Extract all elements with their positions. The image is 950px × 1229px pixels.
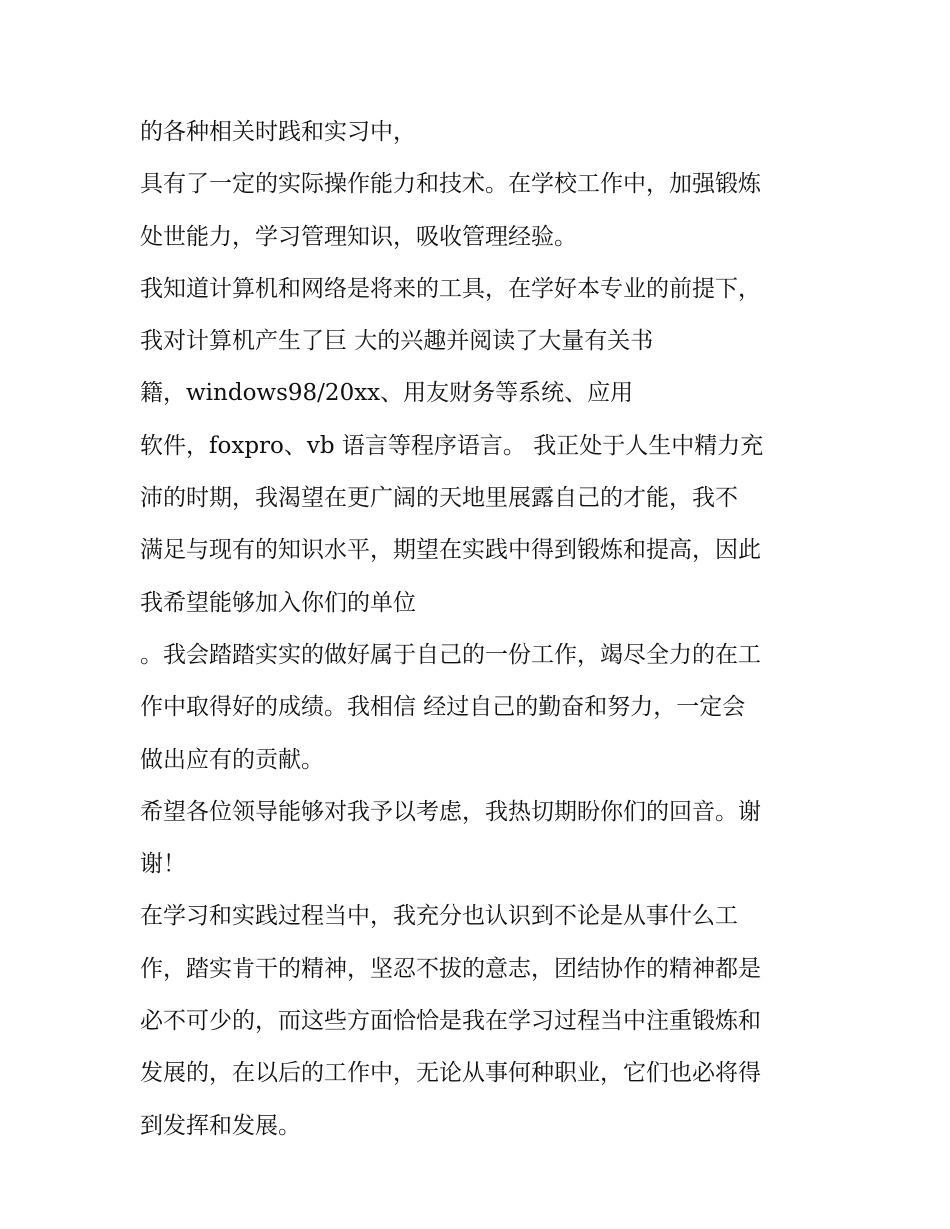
body-text [140,106,830,1152]
text-line-3: 处世能力，学习管理知识，吸收管理经验。 [140,223,577,250]
text-line-14: 希望各位领导能够对我予以考虑，我热切期盼你们的回音。谢 [140,798,761,825]
text-line-9: 满足与现有的知识水平，期望在实践中得到锻炼和提高，因此 [140,537,761,564]
text-line-19: 发展的，在以后的工作中，无论从事何种职业，它们也必将得 [140,1060,761,1087]
text-line-15: 谢！ [140,851,186,878]
text-line-12: 作中取得好的成绩。我相信 经过自己的勤奋和努力，一定会 [140,694,746,721]
text-line-8: 沛的时期，我渴望在更广阔的天地里展露自己的才能，我不 [140,485,738,512]
text-line-13: 做出应有的贡献。 [140,746,324,773]
text-line-20: 到发挥和发展。 [140,1112,301,1139]
text-line-4: 我知道计算机和网络是将来的工具，在学好本专业的前提下， [140,275,761,302]
text-line-17: 作，踏实肯干的精神，坚忍不拔的意志，团结协作的精神都是 [140,955,761,982]
text-line-10: 我希望能够加入你们的单位 [140,589,416,616]
text-line-7: 软件，foxpro、vb 语言等程序语言。 我正处于人生中精力充 [140,432,764,459]
text-line-16: 在学习和实践过程当中，我充分也认识到不论是从事什么工 [140,903,738,930]
text-line-6: 籍，windows98/20xx、用友财务等系统、应用 [140,380,634,407]
text-line-2: 具有了一定的实际操作能力和技术。在学校工作中，加强锻炼 [140,171,761,198]
text-line-5: 我对计算机产生了巨 大的兴趣并阅读了大量有关书 [140,328,654,355]
text-line-1: 的各种相关时践和实习中， [140,119,416,145]
text-line-11: 。我会踏踏实实的做好属于自己的一份工作，竭尽全力的在工 [140,641,761,668]
text-line-18: 必不可少的，而这些方面恰恰是我在学习过程当中注重锻炼和 [140,1008,761,1035]
